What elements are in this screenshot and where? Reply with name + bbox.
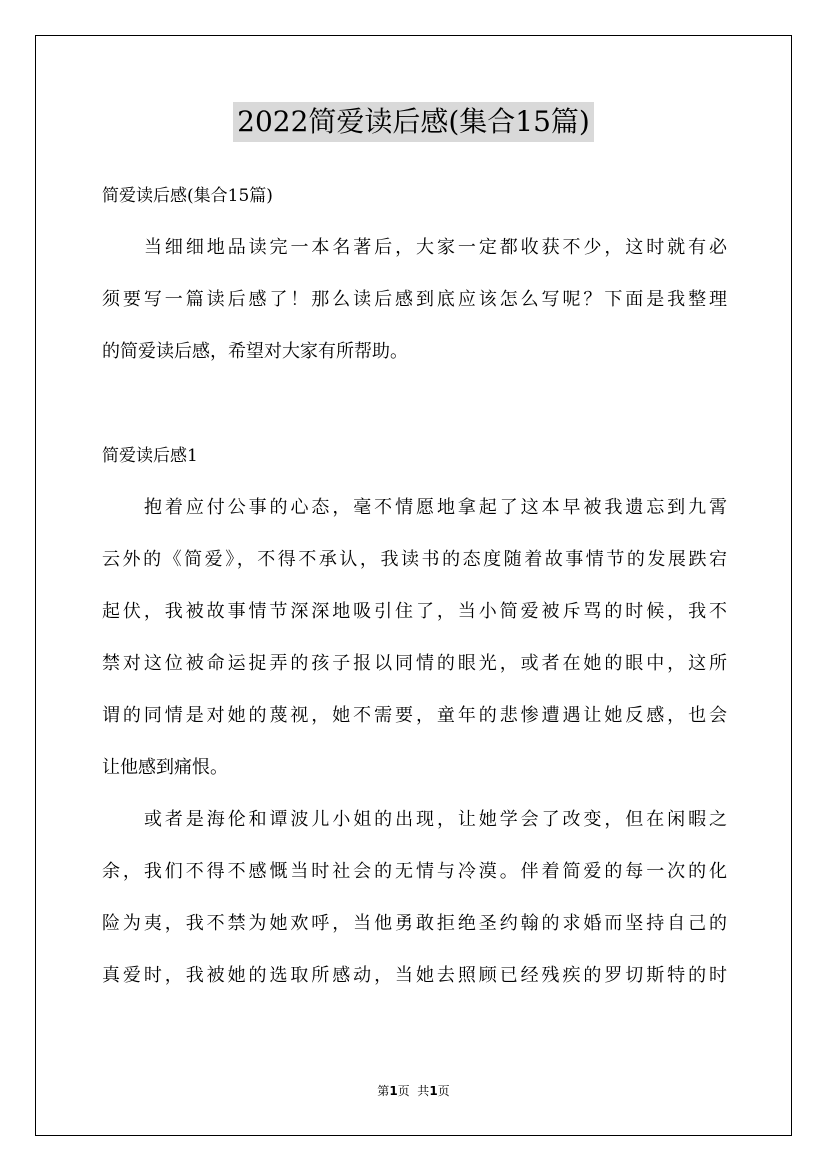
- paragraph-line: 或者是海伦和谭波儿小姐的出现，让她学会了改变，但在闲暇之: [144, 809, 727, 830]
- document-title-text: 2022简爱读后感(集合15篇): [233, 102, 594, 142]
- paragraph-line: 抱着应付公事的心态，毫不情愿地拿起了这本早被我遗忘到九霄: [144, 497, 727, 518]
- paragraph-line: 真爱时，我被她的选取所感动，当她去照顾已经残疾的罗切斯特的时: [102, 965, 727, 986]
- intro-line: 的简爱读后感，希望对大家有所帮助。: [102, 341, 408, 362]
- paragraph-line: 谓的同情是对她的蔑视，她不需要，童年的悲惨遭遇让她反感，也会: [102, 705, 727, 726]
- paragraph-line: 险为夷，我不禁为她欢呼，当他勇敢拒绝圣约翰的求婚而坚持自己的: [102, 913, 727, 934]
- footer-suffix: 页: [437, 1084, 450, 1098]
- body-paragraph-2: [102, 794, 727, 1002]
- footer-mid: 页 共: [397, 1084, 430, 1098]
- footer-current-page: 1: [389, 1084, 398, 1098]
- body-paragraph-1: [102, 482, 727, 794]
- document-title: [0, 102, 827, 142]
- intro-line: 须要写一篇读后感了！那么读后感到底应该怎么写呢？下面是我整理: [102, 289, 727, 310]
- paragraph-line: 起伏，我被故事情节深深地吸引住了，当小简爱被斥骂的时候，我不: [102, 601, 727, 622]
- paragraph-line: 禁对这位被命运捉弄的孩子报以同情的眼光，或者在她的眼中，这所: [102, 653, 727, 674]
- document-body: [102, 170, 727, 1002]
- footer-total-pages: 1: [429, 1084, 438, 1098]
- intro-paragraph: [102, 222, 727, 378]
- page-footer: [0, 1083, 827, 1099]
- document-subtitle: 简爱读后感(集合15篇): [102, 186, 273, 206]
- section-heading: 简爱读后感1: [102, 446, 198, 466]
- paragraph-line: 云外的《简爱》，不得不承认，我读书的态度随着故事情节的发展跌宕: [102, 549, 727, 570]
- intro-line: 当细细地品读完一本名著后，大家一定都收获不少，这时就有必: [144, 237, 727, 258]
- paragraph-line: 让他感到痛恨。: [102, 757, 228, 778]
- footer-prefix: 第: [377, 1084, 390, 1098]
- paragraph-spacer: [102, 378, 727, 430]
- paragraph-line: 余，我们不得不感慨当时社会的无情与冷漠。伴着简爱的每一次的化: [102, 861, 727, 882]
